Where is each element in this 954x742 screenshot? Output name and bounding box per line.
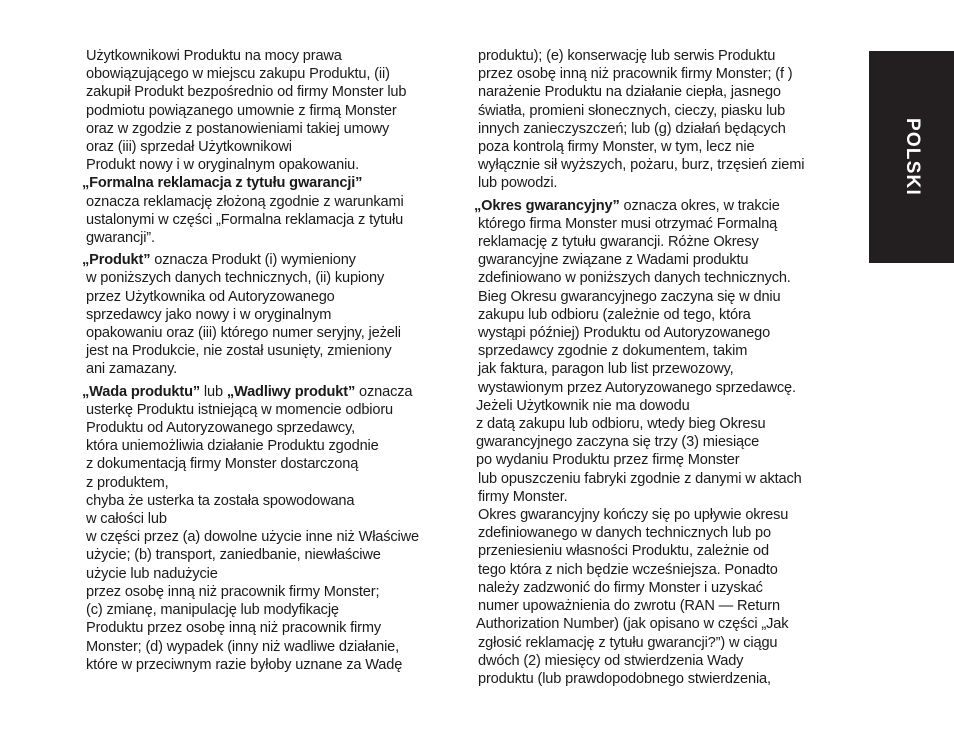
text-line: [472, 670, 844, 688]
text-segment: gwarancji”.: [86, 230, 155, 247]
text-line: [472, 156, 844, 174]
text-line: [472, 542, 844, 560]
text-segment: użycie lub nadużycie: [86, 565, 218, 582]
text-line: [472, 488, 844, 506]
text-segment: gwarancyjne związane z Wadami produktu: [478, 252, 749, 269]
text-segment: Produkt nowy i w oryginalnym opakowaniu.: [86, 157, 360, 174]
text-segment: jak faktura, paragon lub list przewozowy,: [478, 361, 734, 378]
text-line: [472, 120, 844, 138]
text-line: [80, 383, 452, 401]
text-segment: ani zamazany.: [86, 361, 178, 378]
text-line: [80, 546, 452, 564]
text-segment: w części przez (a) dowolne użycie inne niż Właściwe: [86, 529, 419, 546]
text-segment: przez osobę inną niż pracownik firmy Monster;: [86, 583, 380, 600]
text-segment: które w przeciwnym razie byłoby uznane za Wadę: [86, 656, 403, 673]
text-line: [472, 197, 844, 215]
text-line: [472, 360, 844, 378]
text-segment: z dokumentacją firmy Monster dostarczoną: [86, 456, 359, 473]
text-segment: sprzedawcy zgodnie z dokumentem, takim: [478, 343, 748, 360]
text-segment: produktu); (e) konserwację lub serwis Produktu: [478, 48, 776, 64]
text-line: [80, 360, 452, 378]
text-segment: przez Użytkownika od Autoryzowanego: [86, 288, 335, 305]
text-segment: numer upoważnienia do zwrotu (RAN — Return: [478, 598, 780, 615]
text-segment: z produktem,: [86, 474, 169, 491]
text-line: [472, 524, 844, 542]
text-line: [472, 415, 844, 433]
text-segment: wystąpi później) Produktu od Autoryzowanego: [478, 325, 771, 342]
text-line: [80, 156, 452, 174]
text-line: [472, 597, 844, 615]
text-line: [472, 433, 844, 451]
term-bold: „Okres gwarancyjny”: [474, 197, 620, 214]
text-line: [472, 138, 844, 156]
text-segment: która uniemożliwia działanie Produktu zgodnie: [86, 438, 379, 455]
text-segment: poza kontrolą firmy Monster, w tym, lecz nie: [478, 139, 755, 156]
text-segment: jest na Produkcie, nie został usunięty, zmieniony: [86, 343, 392, 360]
text-line: [80, 251, 452, 269]
text-segment: opakowaniu oraz (iii) którego numer seryjny, jeżeli: [86, 325, 401, 342]
text-line: [80, 324, 452, 342]
text-line: [80, 102, 452, 120]
text-segment: reklamację z tytułu gwarancji. Różne Okresy: [478, 234, 759, 251]
text-line: [80, 401, 452, 419]
text-line: [472, 470, 844, 488]
text-segment: oraz (iii) sprzedał Użytkownikowi: [86, 139, 292, 156]
text-line: [472, 65, 844, 83]
text-line: [472, 579, 844, 597]
text-line: [472, 215, 844, 233]
text-line: [80, 474, 452, 492]
text-line: [80, 419, 452, 437]
text-line: [80, 342, 452, 360]
text-segment: lub powodzi.: [478, 175, 558, 192]
text-segment: zgłosić reklamację z tytułu gwarancji?”) w ciągu: [478, 634, 778, 651]
left-text-column: [80, 47, 452, 674]
text-line: [80, 455, 452, 473]
text-line: [80, 193, 452, 211]
text-segment: zdefiniowanego w danych technicznych lub po: [478, 525, 771, 542]
text-line: [472, 83, 844, 101]
text-line: [80, 65, 452, 83]
text-line: [80, 528, 452, 546]
text-segment: gwarancyjnego zaczyna się trzy (3) miesiące: [476, 434, 760, 451]
text-line: [80, 437, 452, 455]
text-line: [472, 174, 844, 192]
text-segment: w poniższych danych technicznych, (ii) kupiony: [86, 270, 385, 287]
text-line: [80, 47, 452, 65]
text-line: [80, 83, 452, 101]
text-segment: światła, promieni słonecznych, cieczy, piasku lub: [478, 102, 786, 119]
text-line: [472, 47, 844, 65]
text-segment: lub: [200, 383, 227, 400]
text-segment: Monster; (d) wypadek (inny niż wadliwe działanie,: [86, 638, 400, 655]
text-line: [472, 397, 844, 415]
text-segment: po wydaniu Produktu przez firmę Monster: [476, 452, 740, 469]
text-line: [472, 451, 844, 469]
text-segment: obowiązującego w miejscu zakupu Produktu, (ii): [86, 66, 390, 83]
text-segment: Okres gwarancyjny kończy się po upływie okresu: [478, 507, 789, 524]
text-line: [80, 138, 452, 156]
text-line: [80, 601, 452, 619]
text-segment: Użytkownikowi Produktu na mocy prawa: [86, 48, 342, 64]
language-tab-label: POLSKI: [901, 118, 923, 196]
text-segment: Jeżeli Użytkownik nie ma dowodu: [476, 397, 690, 414]
text-line: [472, 379, 844, 397]
text-segment: podmiotu powiązanego umownie z firmą Monster: [86, 102, 397, 119]
text-line: [80, 120, 452, 138]
right-text-column: [472, 47, 844, 688]
text-segment: dwóch (2) miesięcy od stwierdzenia Wady: [478, 652, 744, 669]
text-line: [472, 652, 844, 670]
text-line: [80, 565, 452, 583]
text-line: [472, 634, 844, 652]
text-line: [472, 288, 844, 306]
text-segment: innych zanieczyszczeń; lub (g) działań będących: [478, 120, 786, 137]
text-segment: w całości lub: [86, 511, 167, 528]
term-bold: „Wada produktu”: [82, 383, 201, 400]
text-segment: narażenie Produktu na działanie ciepła, jasnego: [478, 84, 781, 101]
term-bold: „Produkt”: [82, 252, 151, 269]
text-line: [80, 492, 452, 510]
text-line: [80, 306, 452, 324]
text-segment: należy zadzwonić do firmy Monster i uzyskać: [478, 579, 763, 596]
text-line: [80, 583, 452, 601]
text-segment: Produktu od Autoryzowanego sprzedawcy,: [86, 420, 356, 437]
text-segment: zakupu lub odbioru (zależnie od tego, która: [478, 306, 751, 323]
text-segment: przez osobę inną niż pracownik firmy Monster; (f ): [478, 66, 793, 83]
text-segment: usterkę Produktu istniejącą w momencie odbioru: [86, 401, 394, 418]
text-line: [472, 102, 844, 120]
text-line: [472, 506, 844, 524]
text-line: [80, 229, 452, 247]
text-line: [80, 288, 452, 306]
text-segment: chyba że usterka ta została spowodowana: [86, 492, 355, 509]
text-line: [472, 269, 844, 287]
text-line: [472, 306, 844, 324]
text-segment: przeniesieniu własności Produktu, zależnie od: [478, 543, 769, 560]
language-tab: [869, 51, 954, 263]
text-line: [80, 174, 452, 192]
text-segment: ustalonymi w części „Formalna reklamacja z tytułu: [86, 211, 404, 228]
text-segment: oznacza Produkt (i) wymieniony: [150, 252, 356, 269]
text-line: [472, 251, 844, 269]
text-segment: oraz w zgodzie z postanowieniami takiej umowy: [86, 120, 390, 137]
text-line: [80, 656, 452, 674]
text-line: [472, 561, 844, 579]
text-segment: wyłącznie sił wyższych, pożaru, burz, trzęsień ziemi: [478, 157, 805, 174]
term-bold: „Formalna reklamacja z tytułu gwarancji”: [82, 175, 363, 192]
text-line: [80, 269, 452, 287]
text-segment: Authorization Number) (jak opisano w części „Jak: [476, 616, 789, 633]
text-line: [472, 342, 844, 360]
text-segment: zakupił Produkt bezpośrednio od firmy Monster lub: [86, 84, 407, 101]
text-segment: wystawionym przez Autoryzowanego sprzedawcę.: [478, 379, 796, 396]
text-segment: użycie; (b) transport, zaniedbanie, niewłaściwe: [86, 547, 381, 564]
text-segment: oznacza reklamację złożoną zgodnie z warunkami: [86, 193, 404, 210]
text-segment: zdefiniowano w poniższych danych technicznych.: [478, 270, 791, 287]
text-segment: oznacza: [355, 383, 413, 400]
text-line: [80, 211, 452, 229]
text-segment: z datą zakupu lub odbioru, wtedy bieg Okresu: [476, 416, 766, 433]
text-segment: Produktu przez osobę inną niż pracownik firmy: [86, 620, 381, 637]
text-segment: tego która z nich będzie wcześniejsza. Ponadto: [478, 561, 778, 578]
text-segment: lub opuszczeniu fabryki zgodnie z danymi w aktach: [478, 470, 802, 487]
text-line: [80, 510, 452, 528]
text-segment: produktu (lub prawdopodobnego stwierdzenia,: [478, 670, 771, 687]
text-segment: firmy Monster.: [478, 488, 568, 505]
text-segment: oznacza okres, w trakcie: [619, 197, 780, 214]
text-line: [80, 638, 452, 656]
text-line: [472, 324, 844, 342]
text-segment: sprzedawcy jako nowy i w oryginalnym: [86, 306, 332, 323]
text-line: [80, 619, 452, 637]
term-bold: „Wadliwy produkt”: [226, 383, 356, 400]
text-segment: Bieg Okresu gwarancyjnego zaczyna się w dniu: [478, 288, 781, 305]
text-line: [472, 233, 844, 251]
text-segment: którego firma Monster musi otrzymać Formalną: [478, 215, 778, 232]
text-line: [472, 615, 844, 633]
text-segment: (c) zmianę, manipulację lub modyfikację: [86, 602, 339, 619]
